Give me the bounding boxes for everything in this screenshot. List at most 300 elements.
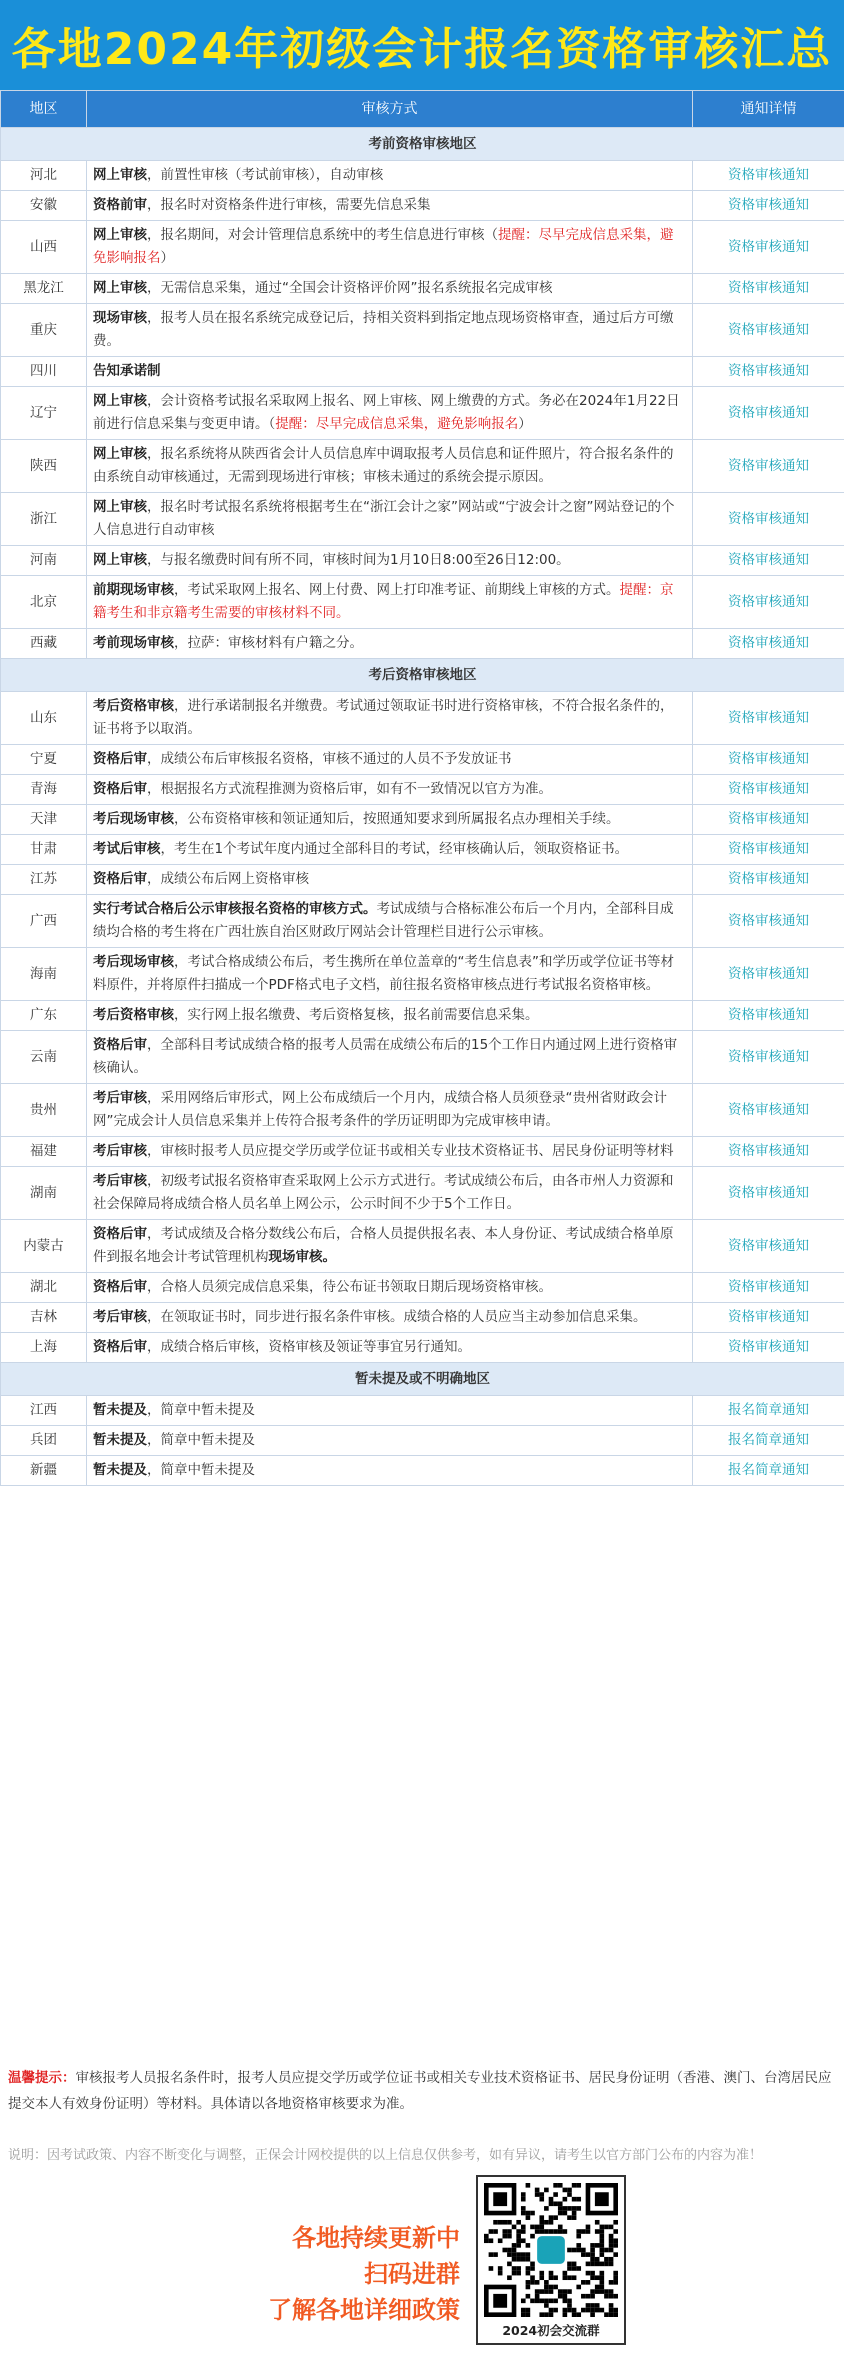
qr-module — [530, 2299, 535, 2304]
qr-module — [539, 2275, 544, 2280]
qr-module — [576, 2243, 581, 2248]
qr-module — [586, 2308, 591, 2313]
region-cell: 广西 — [1, 895, 87, 948]
method-keyword: 考后审核 — [93, 1143, 147, 1159]
qr-module — [613, 2252, 618, 2257]
qr-module — [572, 2183, 577, 2188]
method-keyword: 网上审核 — [93, 280, 147, 296]
qr-module — [558, 2294, 563, 2299]
qr-module — [521, 2197, 526, 2202]
method-text: ，报名时考试报名系统将根据考生在“浙江会计之家”网站或“宁波会计之窗”网站登记的个人信息进行自动审核 — [93, 499, 675, 538]
qr-module — [544, 2206, 549, 2211]
method-text: ，成绩公布后网上资格审核 — [147, 871, 309, 887]
region-cell: 湖北 — [1, 1273, 87, 1303]
region-cell: 天津 — [1, 805, 87, 835]
qr-module — [609, 2248, 614, 2253]
table-row — [1, 835, 844, 865]
method-keyword: 考后审核 — [93, 1309, 147, 1325]
notice-link[interactable]: 资格审核通知 — [693, 304, 844, 357]
qr-module — [549, 2197, 554, 2202]
region-cell: 重庆 — [1, 304, 87, 357]
method-cell — [87, 161, 693, 191]
notice-link[interactable]: 资格审核通知 — [693, 161, 844, 191]
qr-module — [613, 2280, 618, 2285]
qr-module — [600, 2280, 605, 2285]
region-cell: 陕西 — [1, 440, 87, 493]
region-cell: 四川 — [1, 357, 87, 387]
qr-module — [558, 2225, 563, 2230]
notice-link[interactable]: 资格审核通知 — [693, 387, 844, 440]
qr-module — [539, 2299, 544, 2304]
qr-module — [521, 2211, 526, 2216]
qr-module — [567, 2262, 572, 2267]
qr-module — [521, 2252, 526, 2257]
qr-module — [521, 2312, 526, 2317]
method-text: ，与报名缴费时间有所不同，审核时间为1月10日8:00至26日12:00。 — [147, 552, 570, 568]
method-cell — [87, 1456, 693, 1486]
qr-module — [549, 2299, 554, 2304]
qr-module — [526, 2252, 531, 2257]
method-cell — [87, 387, 693, 440]
table-row — [1, 576, 844, 629]
qr-module — [526, 2243, 531, 2248]
qr-module — [549, 2229, 554, 2234]
qr-module — [586, 2280, 591, 2285]
notice-link[interactable]: 资格审核通知 — [693, 493, 844, 546]
qr-finder — [595, 2192, 609, 2206]
qr-module — [516, 2220, 521, 2225]
qr-module — [489, 2229, 494, 2234]
table-row — [1, 191, 844, 221]
qr-module — [516, 2257, 521, 2262]
method-cell — [87, 805, 693, 835]
method-cell — [87, 1273, 693, 1303]
qr-finder — [493, 2192, 507, 2206]
qr-module — [581, 2294, 586, 2299]
qr-module — [549, 2215, 554, 2220]
qr-module — [595, 2243, 600, 2248]
notice-link[interactable]: 资格审核通知 — [693, 576, 844, 629]
notice-link[interactable]: 报名简章通知 — [693, 1456, 844, 1486]
notice-link[interactable]: 资格审核通知 — [693, 745, 844, 775]
method-keyword: 网上审核 — [93, 552, 147, 568]
qr-module — [512, 2252, 517, 2257]
qr-module — [572, 2312, 577, 2317]
notice-link[interactable]: 资格审核通知 — [693, 274, 844, 304]
qr-module — [590, 2312, 595, 2317]
qr-module — [521, 2299, 526, 2304]
method-keyword: 暂未提及 — [93, 1432, 147, 1448]
qr-module — [553, 2299, 558, 2304]
notice-link[interactable]: 资格审核通知 — [693, 1137, 844, 1167]
method-keyword: 资格后审 — [93, 781, 147, 797]
method-cell — [87, 1031, 693, 1084]
method-text: ） — [518, 416, 532, 432]
region-cell: 河北 — [1, 161, 87, 191]
qr-module — [576, 2234, 581, 2239]
header-detail: 通知详情 — [693, 91, 844, 128]
qr-module — [553, 2229, 558, 2234]
table-row — [1, 357, 844, 387]
qr-module — [590, 2294, 595, 2299]
qr-module — [595, 2275, 600, 2280]
table-row — [1, 775, 844, 805]
qr-module — [535, 2192, 540, 2197]
qr-module — [526, 2183, 531, 2188]
qr-code-card[interactable] — [476, 2175, 626, 2345]
table-row — [1, 493, 844, 546]
qr-module — [563, 2229, 568, 2234]
method-text: ，会计资格考试报名采取网上报名、网上审核、网上缴费的方式。务必在2024年1月22日前进行信息采集与变更申请。（ — [93, 393, 680, 432]
qr-module — [539, 2271, 544, 2276]
qr-module — [502, 2234, 507, 2239]
qr-module — [544, 2303, 549, 2308]
qr-module — [507, 2229, 512, 2234]
notice-link[interactable]: 资格审核通知 — [693, 1031, 844, 1084]
qr-module — [604, 2312, 609, 2317]
method-text: ，公布资格审核和领证通知后，按照通知要求到所属报名点办理相关手续。 — [174, 811, 620, 827]
qr-module — [516, 2271, 521, 2276]
qr-module — [609, 2280, 614, 2285]
method-keyword: 资格前审 — [93, 197, 147, 213]
method-cell — [87, 1084, 693, 1137]
region-cell: 西藏 — [1, 629, 87, 659]
qr-module — [544, 2220, 549, 2225]
qr-module — [590, 2243, 595, 2248]
method-keyword: 现场审核 — [93, 310, 147, 326]
qr-module — [572, 2248, 577, 2253]
table-row — [1, 629, 844, 659]
qr-caption: 2024初会交流群 — [502, 2323, 600, 2338]
qr-module — [604, 2257, 609, 2262]
method-keyword: 告知承诺制 — [93, 363, 161, 379]
qr-module — [535, 2188, 540, 2193]
qr-module — [498, 2220, 503, 2225]
region-cell: 浙江 — [1, 493, 87, 546]
method-keyword: 考后现场审核 — [93, 954, 174, 970]
qr-module — [526, 2280, 531, 2285]
method-cell — [87, 304, 693, 357]
notice-link[interactable]: 资格审核通知 — [693, 865, 844, 895]
qr-module — [604, 2289, 609, 2294]
region-cell: 山西 — [1, 221, 87, 274]
qr-module — [544, 2289, 549, 2294]
qr-module — [609, 2234, 614, 2239]
qr-logo-icon — [537, 2236, 565, 2264]
qr-module — [526, 2294, 531, 2299]
region-cell: 江苏 — [1, 865, 87, 895]
notice-link[interactable]: 资格审核通知 — [693, 1333, 844, 1363]
method-text: ，考试采取网上报名、网上付费、网上打印准考证、前期线上审核的方式。 — [174, 582, 620, 598]
method-cell — [87, 1001, 693, 1031]
qr-module — [484, 2234, 489, 2239]
qr-module — [590, 2248, 595, 2253]
table-header-row — [1, 91, 844, 128]
qr-module — [576, 2229, 581, 2234]
reminder-text: 提醒：尽早完成信息采集，避免影响报名 — [275, 416, 519, 432]
qr-module — [526, 2312, 531, 2317]
qr-module — [526, 2285, 531, 2290]
qr-module — [586, 2225, 591, 2230]
qr-module — [563, 2294, 568, 2299]
qr-module — [535, 2225, 540, 2230]
qr-module — [521, 2206, 526, 2211]
method-cell — [87, 1333, 693, 1363]
qr-module — [613, 2229, 618, 2234]
qr-module — [553, 2285, 558, 2290]
section-title: 暂未提及或不明确地区 — [1, 1363, 844, 1396]
qr-module — [600, 2252, 605, 2257]
qr-module — [595, 2257, 600, 2262]
method-keyword: 暂未提及 — [93, 1402, 147, 1418]
qr-module — [595, 2289, 600, 2294]
qr-module — [567, 2275, 572, 2280]
method-cell — [87, 1137, 693, 1167]
qr-module — [563, 2206, 568, 2211]
qr-module — [576, 2197, 581, 2202]
qr-module — [600, 2275, 605, 2280]
notice-link[interactable]: 资格审核通知 — [693, 948, 844, 1001]
method-keyword: 暂未提及 — [93, 1462, 147, 1478]
region-cell: 云南 — [1, 1031, 87, 1084]
method-cell — [87, 191, 693, 221]
qr-finder — [493, 2294, 507, 2308]
method-text: ，在领取证书时，同步进行报名条件审核。成绩合格的人员应当主动参加信息采集。 — [147, 1309, 647, 1325]
notice-link[interactable]: 资格审核通知 — [693, 440, 844, 493]
reminder-text: 提醒：京籍考生和非京籍考生需要的审核材料不同。 — [93, 582, 674, 621]
qr-module — [530, 2280, 535, 2285]
method-cell — [87, 629, 693, 659]
qr-module — [604, 2248, 609, 2253]
region-cell: 广东 — [1, 1001, 87, 1031]
qr-module — [586, 2294, 591, 2299]
region-cell: 贵州 — [1, 1084, 87, 1137]
table-row — [1, 1031, 844, 1084]
method-text: ，考生在1个考试年度内通过全部科目的考试，经审核确认后，领取资格证书。 — [160, 841, 629, 857]
qr-module — [521, 2308, 526, 2313]
qr-module — [516, 2238, 521, 2243]
qr-module — [535, 2289, 540, 2294]
qr-module — [539, 2289, 544, 2294]
qr-module — [535, 2280, 540, 2285]
qr-module — [535, 2299, 540, 2304]
qr-module — [590, 2257, 595, 2262]
notice-link[interactable]: 资格审核通知 — [693, 221, 844, 274]
qr-module — [493, 2229, 498, 2234]
qr-module — [576, 2266, 581, 2271]
method-keyword: 前期现场审核 — [93, 582, 174, 598]
qr-module — [549, 2289, 554, 2294]
qr-module — [512, 2225, 517, 2230]
region-cell: 吉林 — [1, 1303, 87, 1333]
method-keyword: 网上审核 — [93, 446, 147, 462]
notice-link[interactable]: 资格审核通知 — [693, 835, 844, 865]
method-text: ，拉萨：审核材料有户籍之分。 — [174, 635, 363, 651]
method-text: ，报名期间，对会计管理信息系统中的考生信息进行审核（ — [147, 227, 498, 243]
notice-link[interactable]: 资格审核通知 — [693, 191, 844, 221]
notice-link[interactable]: 资格审核通知 — [693, 1084, 844, 1137]
method-cell — [87, 221, 693, 274]
notice-link[interactable]: 资格审核通知 — [693, 629, 844, 659]
qr-module — [512, 2266, 517, 2271]
notice-link[interactable]: 报名简章通知 — [693, 1396, 844, 1426]
method-keyword: 考前现场审核 — [93, 635, 174, 651]
method-text: ，全部科目考试成绩合格的报考人员需在成绩公布后的15个工作日内通过网上进行资格审核确认。 — [93, 1037, 678, 1076]
method-cell — [87, 745, 693, 775]
table-row — [1, 387, 844, 440]
notice-link[interactable]: 资格审核通知 — [693, 1001, 844, 1031]
qr-module — [544, 2299, 549, 2304]
qr-module — [549, 2312, 554, 2317]
method-cell — [87, 440, 693, 493]
qr-module — [539, 2225, 544, 2230]
method-cell — [87, 895, 693, 948]
table-row — [1, 1303, 844, 1333]
method-keyword: 考后资格审核 — [93, 698, 174, 714]
region-cell: 湖南 — [1, 1167, 87, 1220]
method-keyword: 考试后审核 — [93, 841, 161, 857]
qr-module — [586, 2271, 591, 2276]
qr-module — [572, 2215, 577, 2220]
qr-module — [558, 2211, 563, 2216]
qr-module — [539, 2220, 544, 2225]
method-keyword: 网上审核 — [93, 227, 147, 243]
qr-module — [553, 2201, 558, 2206]
qr-module — [549, 2201, 554, 2206]
qr-module — [586, 2229, 591, 2234]
qr-module — [595, 2220, 600, 2225]
method-text: ，报考人员在报名系统完成登记后，持相关资料到指定地点现场资格审查，通过后方可缴费。 — [93, 310, 674, 349]
method-text: ，采用网络后审形式，网上公布成绩后一个月内，成绩合格人员须登录“贵州省财政会计网”完成会计人员信息采集并上传符合报考条件的学历证明即为完成审核申请。 — [93, 1090, 667, 1129]
qr-module — [526, 2257, 531, 2262]
notice-link[interactable]: 资格审核通知 — [693, 1220, 844, 1273]
qr-module — [498, 2271, 503, 2276]
qr-module — [521, 2229, 526, 2234]
qr-module — [567, 2215, 572, 2220]
region-cell: 宁夏 — [1, 745, 87, 775]
qr-module — [590, 2303, 595, 2308]
qr-module — [600, 2229, 605, 2234]
method-text: ，进行承诺制报名并缴费。考试通过领取证书时进行资格审核，不符合报名条件的，证书将予以取消。 — [93, 698, 674, 737]
qr-module — [544, 2229, 549, 2234]
qr-module — [604, 2294, 609, 2299]
qr-module — [544, 2280, 549, 2285]
method-text: ，无需信息采集，通过“全国会计资格评价网”报名系统报名完成审核 — [147, 280, 553, 296]
method-text: ，简章中暂未提及 — [147, 1462, 255, 1478]
qr-module — [526, 2211, 531, 2216]
qr-module — [595, 2285, 600, 2290]
method-cell — [87, 835, 693, 865]
qr-module — [609, 2257, 614, 2262]
header-region: 地区 — [1, 91, 87, 128]
method-text: ，考试合格成绩公布后，考生携所在单位盖章的“考生信息表”和学历或学位证书等材料原件，并将原件扫描成一个PDF格式电子文档，前往报名资格审核点进行考试报名资格审核。 — [93, 954, 674, 993]
qr-module — [512, 2257, 517, 2262]
promo-line-1: 各地持续更新中 — [292, 2224, 460, 2252]
method-keyword: 资格后审 — [93, 751, 147, 767]
qr-module — [576, 2183, 581, 2188]
notice-link[interactable]: 资格审核通知 — [693, 805, 844, 835]
qr-module — [502, 2229, 507, 2234]
qr-module — [600, 2308, 605, 2313]
qr-module — [609, 2303, 614, 2308]
qr-module — [567, 2266, 572, 2271]
method-cell — [87, 357, 693, 387]
method-text: ，简章中暂未提及 — [147, 1402, 255, 1418]
notice-link[interactable]: 资格审核通知 — [693, 775, 844, 805]
qr-module — [489, 2252, 494, 2257]
qr-module — [530, 2275, 535, 2280]
notice-link[interactable]: 资格审核通知 — [693, 1273, 844, 1303]
qr-module — [544, 2285, 549, 2290]
method-keyword: 资格后审 — [93, 1226, 147, 1242]
qr-module — [563, 2188, 568, 2193]
notice-link[interactable]: 资格审核通知 — [693, 1167, 844, 1220]
qr-module — [567, 2289, 572, 2294]
notice-link[interactable]: 资格审核通知 — [693, 692, 844, 745]
qr-module — [581, 2248, 586, 2253]
qr-module — [516, 2252, 521, 2257]
notice-link[interactable]: 资格审核通知 — [693, 357, 844, 387]
method-keyword: 资格后审 — [93, 1037, 147, 1053]
qr-module — [489, 2266, 494, 2271]
table-row — [1, 1426, 844, 1456]
qr-module — [604, 2225, 609, 2230]
notice-link[interactable]: 报名简章通知 — [693, 1426, 844, 1456]
qr-module — [600, 2248, 605, 2253]
qr-module — [526, 2215, 531, 2220]
qr-module — [576, 2312, 581, 2317]
method-keyword: 考后审核 — [93, 1173, 147, 1189]
qr-module — [502, 2248, 507, 2253]
notice-link[interactable]: 资格审核通知 — [693, 546, 844, 576]
qr-module — [600, 2262, 605, 2267]
qr-module — [567, 2299, 572, 2304]
qr-module — [609, 2289, 614, 2294]
qr-module — [590, 2275, 595, 2280]
method-keyword: 网上审核 — [93, 167, 147, 183]
method-cell — [87, 775, 693, 805]
table-row — [1, 1456, 844, 1486]
qr-module — [493, 2252, 498, 2257]
qr-module — [544, 2312, 549, 2317]
qr-module — [507, 2248, 512, 2253]
qr-module — [530, 2211, 535, 2216]
qr-module — [590, 2271, 595, 2276]
notice-link[interactable]: 资格审核通知 — [693, 895, 844, 948]
qr-module — [567, 2248, 572, 2253]
method-cell — [87, 1220, 693, 1273]
qr-module — [609, 2262, 614, 2267]
method-cell — [87, 865, 693, 895]
qr-module — [609, 2243, 614, 2248]
qr-module — [521, 2257, 526, 2262]
table-row — [1, 1001, 844, 1031]
region-cell: 兵团 — [1, 1426, 87, 1456]
qr-module — [502, 2220, 507, 2225]
table-row — [1, 1273, 844, 1303]
qr-module — [553, 2308, 558, 2313]
qr-module — [549, 2220, 554, 2225]
qr-module — [516, 2266, 521, 2271]
notice-link[interactable]: 资格审核通知 — [693, 1303, 844, 1333]
qr-module — [609, 2238, 614, 2243]
method-cell — [87, 1303, 693, 1333]
qr-module — [516, 2229, 521, 2234]
qr-module — [581, 2280, 586, 2285]
table-row — [1, 1396, 844, 1426]
qr-module — [563, 2289, 568, 2294]
qr-module — [553, 2275, 558, 2280]
